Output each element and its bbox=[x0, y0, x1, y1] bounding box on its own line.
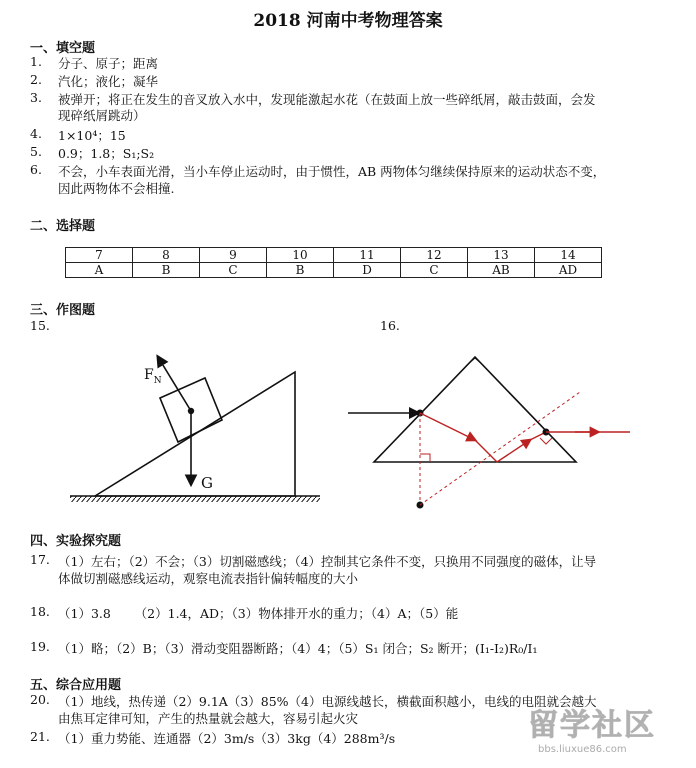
section-application: 五、综合应用题 bbox=[30, 678, 122, 693]
q17-answer: （1）左右；（2）不会；（3）切割磁感线；（4）控制其它条件不变，只换用不同强度的磁体，让导 bbox=[58, 554, 597, 569]
right-angle-mark-top bbox=[466, 358, 484, 366]
refracted-ray-1 bbox=[420, 413, 475, 440]
q6-answer: 不会，小车表面光滑，当小车停止运动时，由于惯性，AB 两物体匀继续保持原来的运动状态不变， bbox=[58, 164, 606, 179]
q1-number: 1. bbox=[30, 54, 42, 69]
fn-letter: F bbox=[144, 367, 154, 383]
prism-triangle bbox=[374, 357, 576, 462]
table-cell: C bbox=[200, 263, 267, 278]
table-cell: A bbox=[66, 263, 133, 278]
q20-answer: （1）地线，热传递（2）9.1A（3）85%（4）电源线越长，横截面积越小，电线的电阻就会越大 bbox=[58, 694, 597, 709]
q5-number: 5. bbox=[30, 144, 42, 159]
q18-answer: （1）3.8 （2）1.4，AD；（3）物体排开水的重力；（4）A；（5）能 bbox=[58, 606, 459, 621]
q2-number: 2. bbox=[30, 72, 42, 87]
table-cell: B bbox=[133, 263, 200, 278]
table-cell: 12 bbox=[401, 248, 468, 263]
q19-answer: （1）略；（2）B；（3）滑动变阻器断路；（4）4；（5）S₁ 闭合；S₂ 断开；(I₁-I₂)R₀/I₁ bbox=[58, 641, 538, 656]
q21-number: 21. bbox=[30, 729, 50, 744]
q3-answer: 被弹开；将正在发生的音叉放入水中，发现能激起水花（在鼓面上放一些碎纸屑，敲击鼓面，会发 bbox=[58, 92, 596, 107]
right-angle-mark-bottom bbox=[420, 454, 430, 462]
table-cell: 7 bbox=[66, 248, 133, 263]
q18-number: 18. bbox=[30, 604, 50, 619]
watermark-url: bbs.liuxue86.com bbox=[538, 744, 627, 755]
table-cell: 10 bbox=[267, 248, 334, 263]
q19-number: 19. bbox=[30, 639, 50, 654]
watermark-logo-text: 留学社区 bbox=[528, 708, 656, 743]
table-cell: C bbox=[401, 263, 468, 278]
watermark bbox=[528, 700, 656, 755]
q21-answer: （1）重力势能、连通器（2）3m/s（3）3kg（4）288m³/s bbox=[58, 731, 396, 746]
q1-answer: 分子、原子；距离 bbox=[58, 56, 159, 71]
q4-answer: 1×10⁴；15 bbox=[58, 128, 126, 143]
table-cell: AD bbox=[535, 263, 602, 278]
q4-number: 4. bbox=[30, 126, 42, 141]
table-cell: B bbox=[267, 263, 334, 278]
extension-dashed bbox=[420, 392, 580, 505]
section-experiment: 四、实验探究题 bbox=[30, 534, 122, 549]
q2-answer: 汽化；液化；凝华 bbox=[58, 74, 159, 89]
table-cell: 9 bbox=[200, 248, 267, 263]
fn-subscript: N bbox=[153, 375, 162, 386]
q20-number: 20. bbox=[30, 692, 50, 707]
table-cell: 13 bbox=[468, 248, 535, 263]
table-cell: 11 bbox=[334, 248, 401, 263]
table-cell: AB bbox=[468, 263, 535, 278]
section-drawing: 三、作图题 bbox=[30, 303, 96, 318]
q17-number: 17. bbox=[30, 552, 50, 567]
page-title: 2018 河南中考物理答案 bbox=[253, 11, 443, 31]
q6-answer-cont: 因此两物体不会相撞. bbox=[58, 181, 175, 196]
q15-number: 15. bbox=[30, 318, 50, 333]
q20-answer-cont: 由焦耳定律可知，产生的热量就会越大，容易引起火灾 bbox=[58, 711, 359, 726]
section-fill-blank: 一、填空题 bbox=[30, 41, 96, 56]
right-angle-mark-exit bbox=[540, 438, 552, 444]
table-cell: 8 bbox=[133, 248, 200, 263]
gravity-label: G bbox=[201, 474, 213, 492]
reflected-ray bbox=[497, 440, 530, 462]
q5-answer: 0.9；1.8；S₁;S₂ bbox=[58, 146, 155, 161]
table-cell: 14 bbox=[535, 248, 602, 263]
table-cell: D bbox=[334, 263, 401, 278]
q6-number: 6. bbox=[30, 162, 42, 177]
section-choice: 二、选择题 bbox=[30, 219, 96, 234]
q16-number: 16. bbox=[380, 318, 400, 333]
q17-answer-cont: 体做切割磁感线运动，观察电流表指针偏转幅度的大小 bbox=[58, 571, 359, 586]
q3-answer-cont: 现碎纸屑跳动） bbox=[58, 108, 146, 123]
q3-number: 3. bbox=[30, 90, 42, 105]
